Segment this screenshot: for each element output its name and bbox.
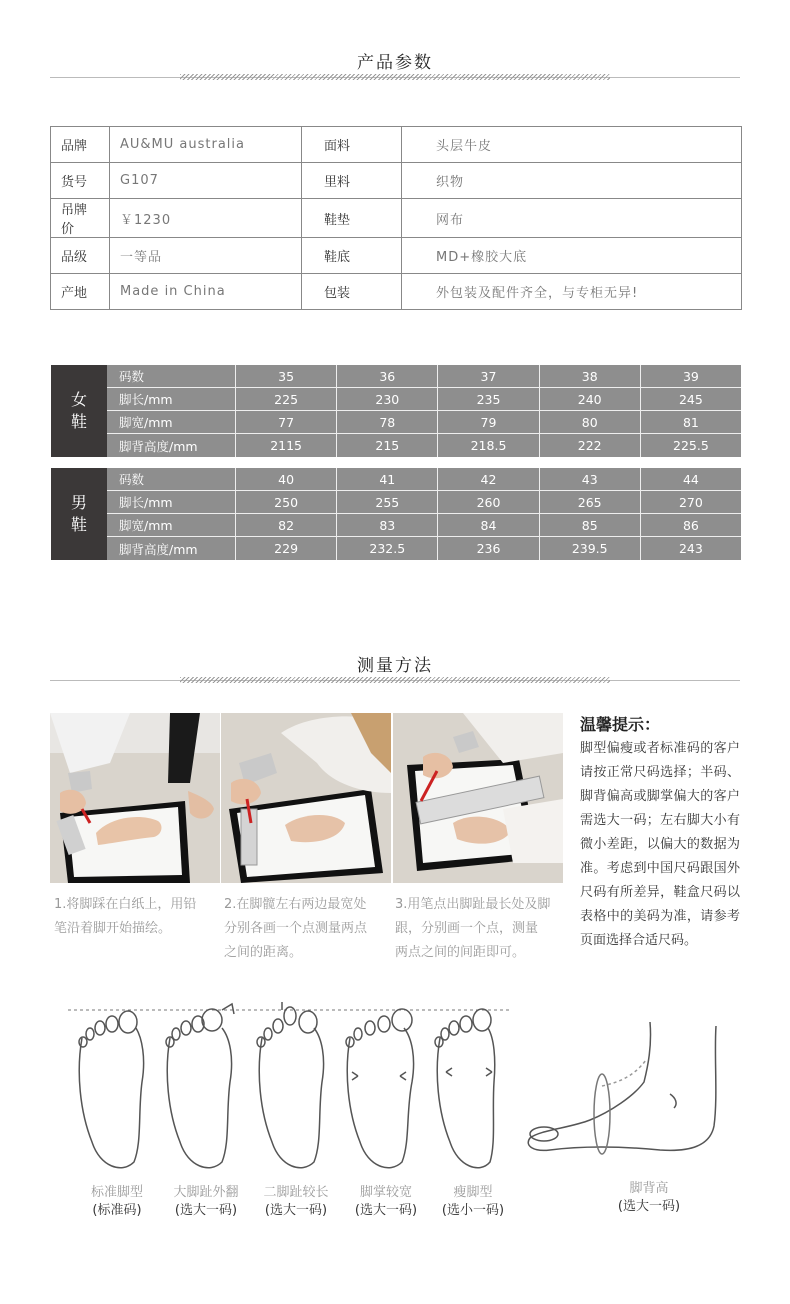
size-row-head: 脚背高度/mm <box>107 434 235 457</box>
param-key: 吊牌价 <box>51 199 110 238</box>
instep-advice: (选大一码) <box>617 1199 681 1214</box>
size-cell: 215 <box>337 434 437 457</box>
size-cell: 82 <box>236 514 336 536</box>
params-row <box>51 238 742 274</box>
size-row <box>107 388 741 410</box>
section-title-measure: 测量方法 <box>357 656 433 676</box>
size-cell: 2115 <box>236 434 336 457</box>
tips-title: 温馨提示： <box>580 715 661 734</box>
size-cell: 38 <box>540 365 640 387</box>
size-cell: 42 <box>438 468 538 490</box>
size-cell: 78 <box>337 411 437 433</box>
size-cell: 39 <box>641 365 741 387</box>
param-key: 货号 <box>51 163 110 199</box>
param-value: 外包装及配件齐全，与专柜无异! <box>402 274 742 310</box>
params-row <box>51 199 742 238</box>
size-cell: 41 <box>337 468 437 490</box>
size-cell: 79 <box>438 411 538 433</box>
size-cell: 232.5 <box>337 537 437 560</box>
param-key: 里料 <box>302 163 402 199</box>
param-key: 鞋垫 <box>302 199 402 238</box>
foot-type-advice: (选大一码) <box>264 1203 328 1218</box>
param-value: MD+橡胶大底 <box>402 238 742 274</box>
instep-name: 脚背高 <box>629 1181 669 1196</box>
size-grid <box>107 365 741 457</box>
size-cell: 40 <box>236 468 336 490</box>
step-line: 跟，分别画一个点，测量 <box>395 921 539 936</box>
size-cell: 35 <box>236 365 336 387</box>
size-row <box>107 537 741 560</box>
step-line: 两点之间的间距即可。 <box>395 945 526 960</box>
measure-photo-1 <box>50 713 220 883</box>
size-cell: 36 <box>337 365 437 387</box>
size-row-head: 脚宽/mm <box>107 514 235 536</box>
size-cell: 37 <box>438 365 538 387</box>
men-label <box>51 468 107 560</box>
size-cell: 250 <box>236 491 336 513</box>
size-cell: 84 <box>438 514 538 536</box>
size-cell: 230 <box>337 388 437 410</box>
param-key: 包装 <box>302 274 402 310</box>
men-label-char: 鞋 <box>70 515 87 534</box>
size-row-head: 脚长/mm <box>107 491 235 513</box>
param-value: 头层牛皮 <box>402 127 742 163</box>
size-cell: 236 <box>438 537 538 560</box>
params-row <box>51 127 742 163</box>
param-value: 织物 <box>402 163 742 199</box>
size-cell: 77 <box>236 411 336 433</box>
measure-photo-2 <box>221 713 391 883</box>
foot-type-name: 瘦脚型 <box>453 1185 493 1200</box>
foot-caption <box>77 1184 157 1220</box>
size-cell: 44 <box>641 468 741 490</box>
param-value: G107 <box>110 163 302 199</box>
size-row <box>107 411 741 433</box>
size-cell: 225 <box>236 388 336 410</box>
param-key: 品级 <box>51 238 110 274</box>
size-cell: 255 <box>337 491 437 513</box>
foot-type-advice: (选大一码) <box>354 1203 418 1218</box>
size-cell: 270 <box>641 491 741 513</box>
size-row <box>107 491 741 513</box>
size-cell: 240 <box>540 388 640 410</box>
step-line: 2.在脚髋左右两边最宽处 <box>224 897 367 912</box>
param-value: ￥1230 <box>110 199 302 238</box>
size-cell: 235 <box>438 388 538 410</box>
size-row-head: 码数 <box>107 365 235 387</box>
size-cell: 43 <box>540 468 640 490</box>
step-text-3 <box>395 893 550 965</box>
instep-height-illustration <box>520 1016 730 1176</box>
foot-type-name: 标准脚型 <box>90 1185 143 1200</box>
size-cell: 86 <box>641 514 741 536</box>
size-cell: 83 <box>337 514 437 536</box>
foot-caption <box>343 1184 429 1220</box>
param-key: 品牌 <box>51 127 110 163</box>
size-row <box>107 468 741 490</box>
women-label-char: 鞋 <box>70 412 87 431</box>
size-cell: 245 <box>641 388 741 410</box>
size-row-head: 脚长/mm <box>107 388 235 410</box>
param-key: 面料 <box>302 127 402 163</box>
foot-type-advice: (标准码) <box>92 1203 142 1218</box>
size-row-head: 码数 <box>107 468 235 490</box>
step-text-1 <box>54 893 196 941</box>
foot-types-illustration <box>62 1002 512 1182</box>
foot-type-advice: (选小一码) <box>441 1203 505 1218</box>
title-divider <box>50 676 740 684</box>
foot-caption <box>163 1184 249 1220</box>
size-row-head: 脚宽/mm <box>107 411 235 433</box>
section-title-params: 产品参数 <box>357 53 433 73</box>
param-key: 鞋底 <box>302 238 402 274</box>
size-row-head: 脚背高度/mm <box>107 537 235 560</box>
size-cell: 243 <box>641 537 741 560</box>
param-value: 一等品 <box>110 238 302 274</box>
param-value: AU&MU australia <box>110 127 302 163</box>
size-row <box>107 514 741 536</box>
size-cell: 222 <box>540 434 640 457</box>
param-value: Made in China <box>110 274 302 310</box>
measure-photo-3 <box>393 713 563 883</box>
tips-body: 脚型偏瘦或者标准码的客户请按正常尺码选择；半码、脚背偏高或脚掌偏大的客户需选大一码；左右脚大小有微小差距，以偏大的数据为准。考虑到中国尺码跟国外尺码有所差异，鞋盒尺码以表格中的美码为准，请参考页面选择合适尺码。 <box>580 741 740 948</box>
size-cell: 80 <box>540 411 640 433</box>
size-cell: 260 <box>438 491 538 513</box>
size-grid <box>107 468 741 560</box>
foot-caption <box>430 1184 516 1220</box>
step-line: 笔沿着脚开始描绘。 <box>54 921 172 936</box>
women-label-char: 女 <box>70 390 87 409</box>
step-line: 之间的距离。 <box>224 945 303 960</box>
size-cell: 81 <box>641 411 741 433</box>
foot-caption <box>253 1184 339 1220</box>
instep-caption <box>606 1180 692 1216</box>
step-line: 1.将脚踩在白纸上，用铅 <box>54 897 197 912</box>
size-cell: 229 <box>236 537 336 560</box>
step-line: 分别各画一个点测量两点 <box>224 921 368 936</box>
title-divider <box>50 73 740 81</box>
size-row <box>107 365 741 387</box>
foot-type-name: 大脚趾外翻 <box>173 1185 239 1200</box>
size-cell: 239.5 <box>540 537 640 560</box>
param-value: 网布 <box>402 199 742 238</box>
foot-type-name: 二脚趾较长 <box>263 1185 329 1200</box>
step-line: 3.用笔点出脚趾最长处及脚 <box>395 897 551 912</box>
foot-type-name: 脚掌较宽 <box>359 1185 412 1200</box>
men-label-char: 男 <box>70 493 87 512</box>
product-params-table <box>50 126 742 310</box>
params-row <box>51 163 742 199</box>
foot-type-advice: (选大一码) <box>174 1203 238 1218</box>
size-row <box>107 434 741 457</box>
size-cell: 225.5 <box>641 434 741 457</box>
size-cell: 218.5 <box>438 434 538 457</box>
params-row <box>51 274 742 310</box>
women-label <box>51 365 107 457</box>
size-cell: 85 <box>540 514 640 536</box>
size-cell: 265 <box>540 491 640 513</box>
step-text-2 <box>224 893 367 965</box>
param-key: 产地 <box>51 274 110 310</box>
